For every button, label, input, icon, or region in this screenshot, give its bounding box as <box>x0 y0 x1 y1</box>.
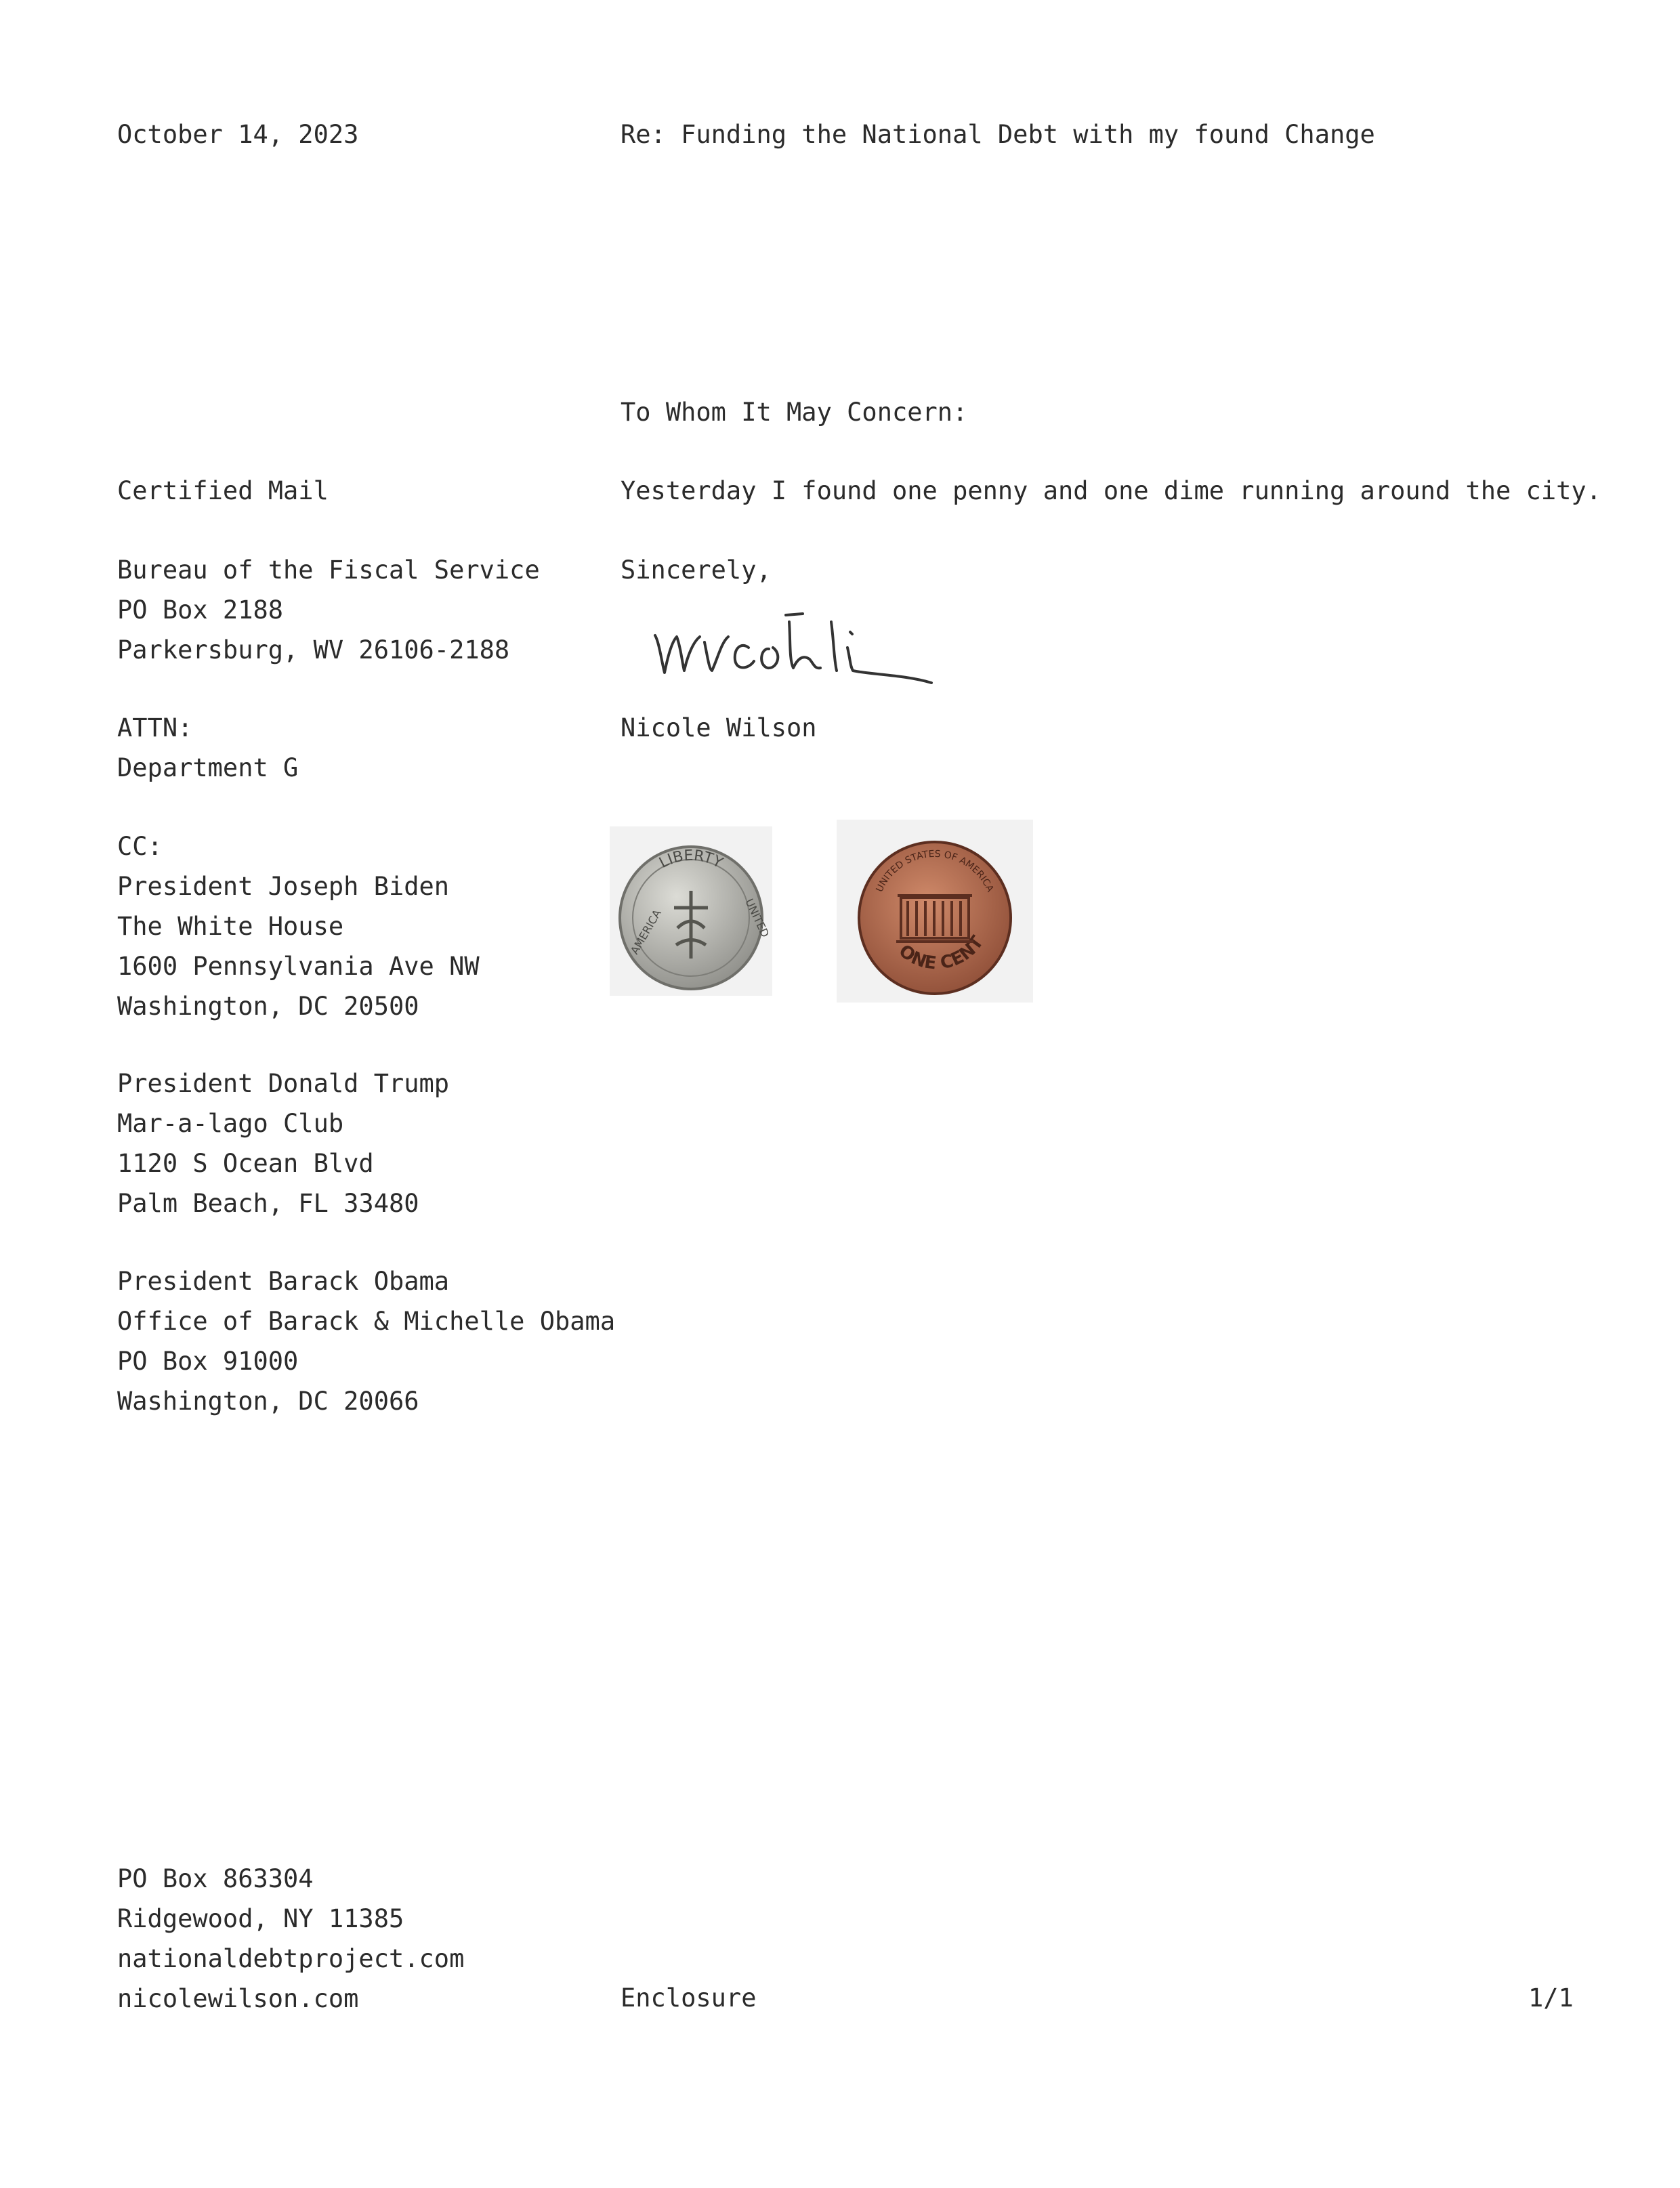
dime-photo <box>610 826 772 996</box>
cc-address-line: Mar-a-lago Club <box>117 1109 344 1138</box>
dime-icon <box>610 826 772 996</box>
cc-address-line: Office of Barack & Michelle Obama <box>117 1307 616 1336</box>
letter-body: Yesterday I found one penny and one dime running around the city. <box>621 476 1601 505</box>
page-number: 1/1 <box>1528 1983 1574 2013</box>
cc-name: President Joseph Biden <box>117 872 450 901</box>
cc-address-line: The White House <box>117 912 344 941</box>
enclosure-label: Enclosure <box>621 1983 757 2013</box>
sender-box: PO Box 863304 <box>117 1864 314 1893</box>
cc-address-line: PO Box 91000 <box>117 1347 299 1376</box>
delivery-method: Certified Mail <box>117 476 329 505</box>
attn-label: ATTN: <box>117 713 193 742</box>
svg-text:UNITED: UNITED <box>742 896 772 940</box>
recipient-org: Bureau of the Fiscal Service <box>117 555 540 585</box>
recipient-box: PO Box 2188 <box>117 595 284 625</box>
attn-block <box>117 715 298 795</box>
cc-address-line: Washington, DC 20066 <box>117 1387 419 1416</box>
sender-address <box>117 1866 464 2026</box>
cc-address-line: Palm Beach, FL 33480 <box>117 1189 419 1218</box>
attn-value: Department G <box>117 753 299 782</box>
letter-subject: Re: Funding the National Debt with my found Change <box>621 120 1375 149</box>
svg-text:AMERICA: AMERICA <box>628 907 664 956</box>
penny-icon <box>837 820 1033 1003</box>
cc-block <box>117 1269 615 1429</box>
svg-text:UNITED STATES OF AMERICA: UNITED STATES OF AMERICA <box>874 848 996 894</box>
svg-text:LIBERTY: LIBERTY <box>656 847 726 872</box>
svg-text:ONE CENT: ONE CENT <box>895 932 988 974</box>
cc-address-line: 1120 S Ocean Blvd <box>117 1149 374 1178</box>
cc-name: President Barack Obama <box>117 1267 450 1296</box>
recipient-city: Parkersburg, WV 26106-2188 <box>117 635 510 665</box>
sender-city: Ridgewood, NY 11385 <box>117 1904 404 1933</box>
cc-address-line: Washington, DC 20500 <box>117 992 419 1021</box>
penny-photo <box>837 820 1033 1003</box>
cc-block <box>117 834 480 1034</box>
cc-label: CC: <box>117 832 163 861</box>
recipient-address <box>117 557 540 677</box>
cc-block <box>117 1071 449 1231</box>
sender-website: nicolewilson.com <box>117 1984 359 2013</box>
signature-image <box>647 595 999 690</box>
letter-date: October 14, 2023 <box>117 120 359 149</box>
cc-address-line: 1600 Pennsylvania Ave NW <box>117 952 480 981</box>
closing: Sincerely, <box>621 555 772 585</box>
sender-website: nationaldebtproject.com <box>117 1944 465 1973</box>
signer-name: Nicole Wilson <box>621 713 817 742</box>
cc-name: President Donald Trump <box>117 1069 450 1098</box>
salutation: To Whom It May Concern: <box>621 398 968 427</box>
